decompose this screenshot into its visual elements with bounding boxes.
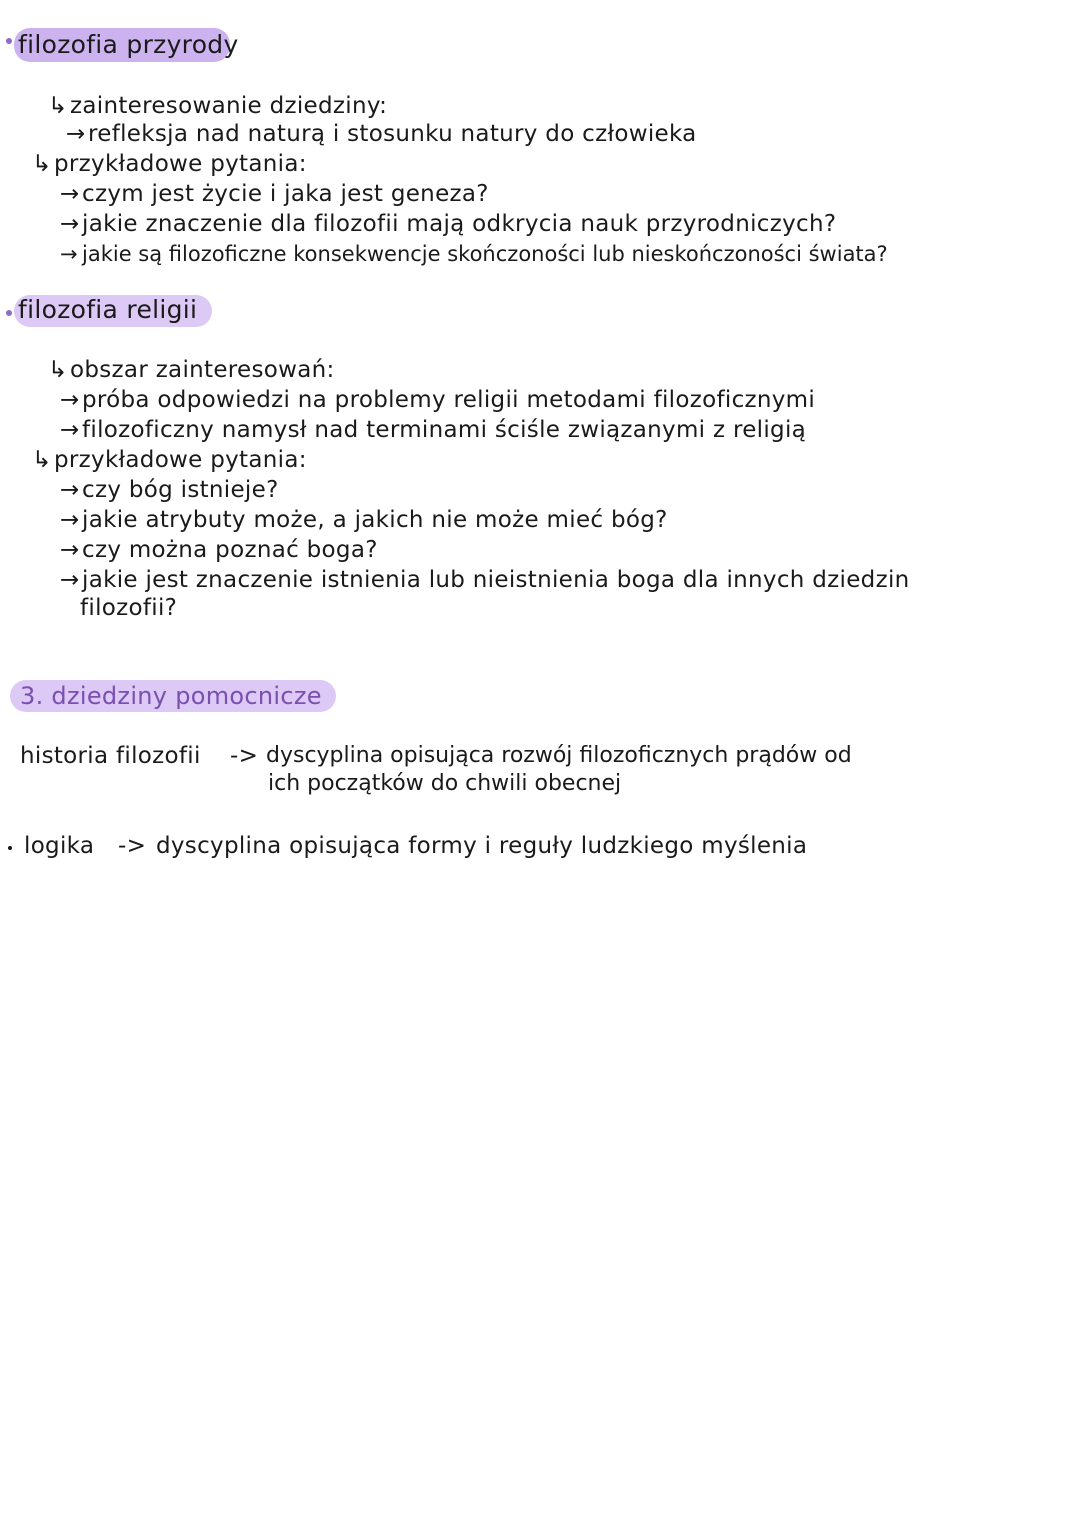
arrow-icon: → (66, 121, 86, 147)
label-interest (48, 356, 335, 384)
list-item (60, 506, 668, 534)
definition-term: historia filozofii (20, 743, 201, 769)
item-text: czym jest życie i jaka jest geneza? (82, 181, 489, 207)
arrow-icon: → (60, 387, 80, 413)
section-heading-auxiliary: 3. dziedziny pomocnicze (20, 682, 322, 710)
item-text: jakie atrybuty może, a jakich nie może mieć bóg? (82, 507, 668, 533)
definition-text: dyscyplina opisująca rozwój filozoficznych prądów od (266, 743, 852, 768)
label-text: obszar zainteresowań: (70, 357, 335, 383)
list-item (60, 180, 489, 208)
item-text: filozoficzny namysł nad terminami ściśle związanymi z religią (82, 417, 807, 443)
item-text: refleksja nad naturą i stosunku natury do człowieka (88, 121, 697, 147)
arrow-icon: → (60, 181, 80, 207)
arrow-icon: → (60, 507, 80, 533)
return-arrow-icon: ↳ (32, 151, 52, 177)
return-arrow-icon: ↳ (48, 357, 68, 383)
label-text: zainteresowanie dziedziny: (70, 93, 388, 119)
label-interest (48, 92, 387, 120)
list-item (60, 210, 836, 238)
section-heading-nature: filozofia przyrody (18, 30, 239, 59)
definition-text: dyscyplina opisująca formy i reguły ludzkiego myślenia (156, 833, 808, 859)
label-text: przykładowe pytania: (54, 151, 307, 177)
arrow-icon: → (60, 242, 78, 266)
item-text: jakie znaczenie dla filozofii mają odkrycia nauk przyrodniczych? (82, 211, 837, 237)
list-item (60, 386, 815, 414)
definition-term: logika (24, 833, 95, 859)
bullet-dot (8, 846, 12, 850)
definition-arrow: -> (230, 743, 259, 769)
return-arrow-icon: ↳ (48, 93, 68, 119)
list-item (60, 536, 378, 564)
arrow-icon: → (60, 417, 80, 443)
item-text: próba odpowiedzi na problemy religii metodami filozoficznymi (82, 387, 816, 413)
definition-text: ich początków do chwili obecnej (268, 771, 622, 796)
label-questions (32, 150, 307, 178)
arrow-icon: → (60, 567, 80, 593)
list-item (60, 240, 888, 268)
list-item-continuation: filozofii? (80, 595, 178, 621)
item-text: czy można poznać boga? (82, 537, 378, 563)
definition-arrow: -> (118, 833, 147, 859)
bullet-dot (6, 38, 12, 44)
section-heading-religion: filozofia religii (18, 295, 198, 324)
return-arrow-icon: ↳ (32, 447, 52, 473)
arrow-icon: → (60, 477, 80, 503)
label-text: przykładowe pytania: (54, 447, 307, 473)
list-item (60, 566, 910, 594)
list-item (60, 416, 806, 444)
list-item (66, 120, 697, 148)
item-text: czy bóg istnieje? (82, 477, 279, 503)
list-item (60, 476, 279, 504)
item-text: jakie są filozoficzne konsekwencje skończoności lub nieskończoności świata? (82, 242, 888, 266)
bullet-dot (6, 310, 12, 316)
item-text: jakie jest znaczenie istnienia lub nieistnienia boga dla innych dziedzin (82, 567, 910, 593)
arrow-icon: → (60, 211, 80, 237)
arrow-icon: → (60, 537, 80, 563)
label-questions (32, 446, 307, 474)
